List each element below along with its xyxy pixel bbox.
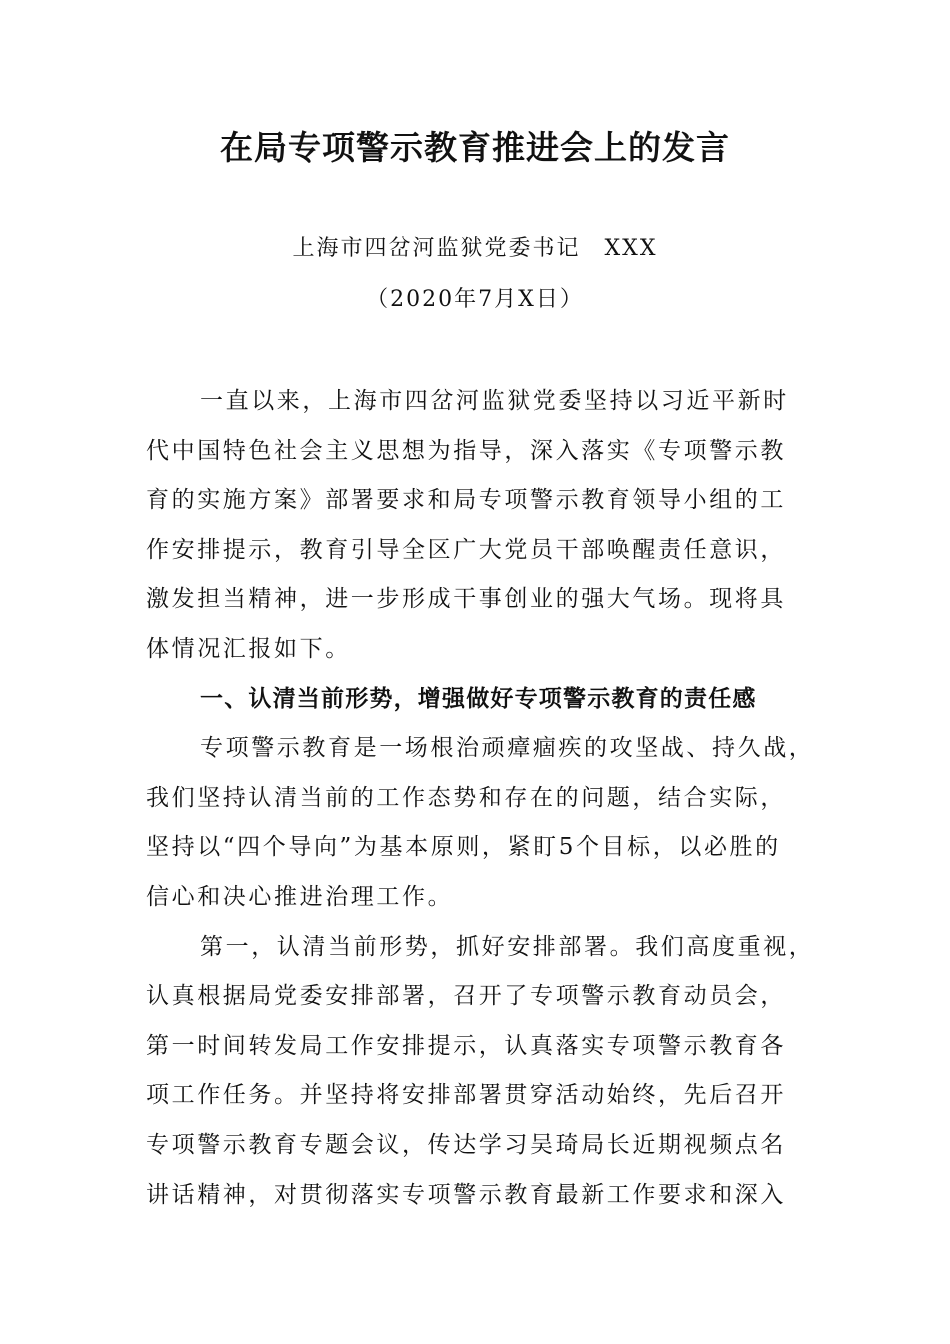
document-title: 在局专项警示教育推进会上的发言 <box>220 128 730 167</box>
date-line: （2020年7月X日） <box>366 287 584 312</box>
paragraph-line: 第一，认清当前形势，抓好安排部署。我们高度重视， <box>200 933 815 960</box>
paragraph-line: 育的实施方案》部署要求和局专项警示教育领导小组的工 <box>146 487 786 514</box>
paragraph-line: 作安排提示，教育引导全区广大党员干部唤醒责任意识， <box>146 536 786 563</box>
paragraph-line: 讲话精神，对贯彻落实专项警示教育最新工作要求和深入 <box>146 1181 786 1208</box>
paragraph-line: 我们坚持认清当前的工作态势和存在的问题，结合实际， <box>146 784 786 811</box>
paragraph-line: 信心和决心推进治理工作。 <box>146 883 454 910</box>
paragraph-line: 激发担当精神，进一步形成干事创业的强大气场。现将具 <box>146 586 786 613</box>
paragraph-line: 代中国特色社会主义思想为指导，深入落实《专项警示教 <box>146 437 786 464</box>
paragraph-line: 认真根据局党委安排部署，召开了专项警示教育动员会， <box>146 983 786 1010</box>
paragraph-line: 坚持以“四个导向”为基本原则，紧盯5个目标，以必胜的 <box>146 834 781 861</box>
paragraph-line: 第一时间转发局工作安排提示，认真落实专项警示教育各 <box>146 1032 786 1059</box>
body-text <box>146 377 826 1220</box>
paragraph-line: 专项警示教育是一场根治顽瘴痼疾的攻坚战、持久战， <box>200 735 815 762</box>
paragraph-line: 专项警示教育专题会议，传达学习吴琦局长近期视频点名 <box>146 1131 786 1158</box>
paragraph-line: 项工作任务。并坚持将安排部署贯穿活动始终，先后召开 <box>146 1082 786 1109</box>
paragraph-line: 体情况汇报如下。 <box>146 635 351 662</box>
section-heading: 一、认清当前形势，增强做好专项警示教育的责任感 <box>200 685 757 712</box>
author-line: 上海市四岔河监狱党委书记 XXX <box>292 236 658 261</box>
paragraph-line: 一直以来，上海市四岔河监狱党委坚持以习近平新时 <box>200 388 789 414</box>
